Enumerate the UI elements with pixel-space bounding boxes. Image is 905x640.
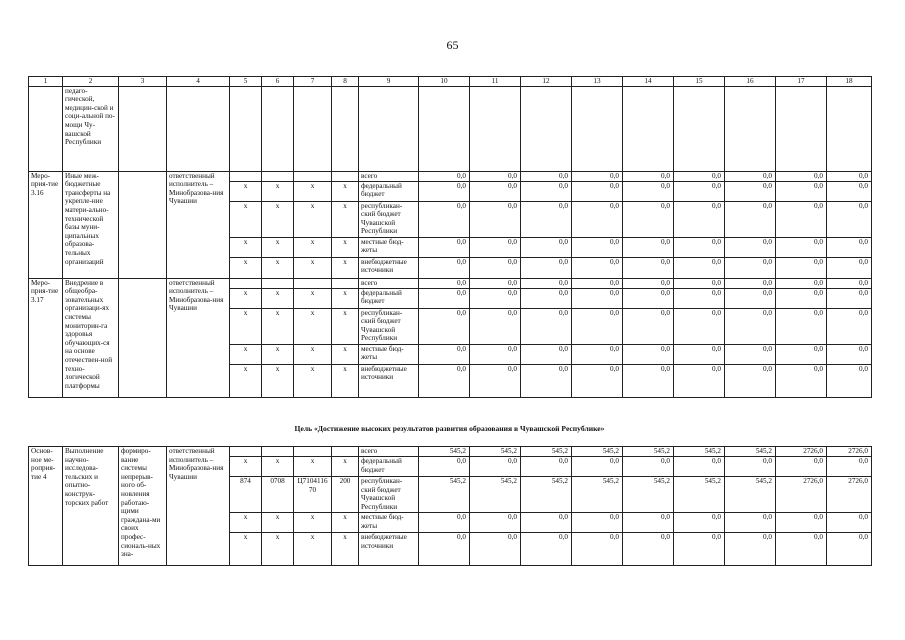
column-number: 3 [119,77,167,87]
funding-value: 0,0 [470,171,521,181]
program-table [28,76,872,398]
funding-value: 0,0 [674,308,725,344]
budget-code-cell: x [230,257,262,278]
funding-value: 545,2 [674,477,725,513]
budget-code-cell: x [332,533,359,566]
funding-value: 0,0 [623,513,674,533]
funding-value: 0,0 [827,257,872,278]
funding-value: 0,0 [572,533,623,566]
funding-value: 0,0 [470,201,521,237]
table-row [29,86,872,171]
funding-value: 0,0 [470,308,521,344]
funding-value: 0,0 [725,308,776,344]
funding-value: 0,0 [419,278,470,288]
funding-value: 0,0 [470,278,521,288]
budget-code-cell [294,278,332,288]
budget-code-cell [262,278,294,288]
funding-value: 0,0 [470,457,521,477]
funding-value: 0,0 [419,181,470,201]
funding-value: 0,0 [623,288,674,308]
funding-value: 0,0 [572,171,623,181]
funding-value: 0,0 [521,513,572,533]
funding-value: 0,0 [776,533,827,566]
funding-value: 0,0 [521,278,572,288]
measure-id: Меро-прия-тие 3.16 [29,171,63,278]
funding-value: 0,0 [725,533,776,566]
budget-code-cell: x [294,457,332,477]
column-number: 7 [294,77,332,87]
funding-value: 0,0 [419,288,470,308]
funding-value: 0,0 [725,364,776,397]
column-number: 17 [776,77,827,87]
funding-value: 0,0 [776,257,827,278]
funding-source: федеральный бюджет [359,288,419,308]
funding-value: 0,0 [572,457,623,477]
funding-value: 545,2 [572,447,623,457]
funding-value: 0,0 [776,278,827,288]
funding-value: 0,0 [725,288,776,308]
funding-value: 0,0 [827,533,872,566]
budget-code-cell [294,447,332,457]
column-number: 12 [521,77,572,87]
funding-value: 0,0 [776,308,827,344]
budget-code-cell [332,278,359,288]
column-number-row [29,77,872,87]
budget-code-cell: x [294,364,332,397]
budget-code-cell: x [294,181,332,201]
funding-value: 0,0 [827,181,872,201]
responsible-executor: ответственный исполнитель – Минобразова-ния Чувашии [167,447,230,566]
column-number: 11 [470,77,521,87]
responsible-executor: ответственный исполнитель – Минобразова-ния Чувашии [167,278,230,397]
budget-code-cell: x [230,533,262,566]
budget-code-cell: 0708 [262,477,294,513]
column-number: 9 [359,77,419,87]
funding-value: 545,2 [470,477,521,513]
column-number: 15 [674,77,725,87]
funding-value: 0,0 [419,201,470,237]
column-number: 2 [63,77,119,87]
funding-value: 0,0 [470,237,521,257]
measure-name: Внедрение в общеобра-зовательных организаци-ях системы мониторин-га здоровья обучающих-ся на основе отечествен-ной техно-логической платформы [63,278,119,397]
funding-value: 0,0 [827,201,872,237]
budget-code-cell [262,447,294,457]
budget-code-cell: x [230,237,262,257]
column-number: 1 [29,77,63,87]
budget-code-cell: x [294,344,332,364]
measure-name: Выполнение научно-исследова-тельских и опытно-конструк-торских работ [63,447,119,566]
funding-value: 0,0 [776,181,827,201]
funding-value: 2726,0 [827,477,872,513]
funding-value: 0,0 [725,201,776,237]
funding-value: 0,0 [470,288,521,308]
funding-source: внебюджетные источники [359,533,419,566]
funding-source: всего [359,278,419,288]
funding-source: федеральный бюджет [359,457,419,477]
budget-code-cell: x [332,457,359,477]
funding-value: 0,0 [827,171,872,181]
funding-value: 0,0 [419,308,470,344]
funding-value: 0,0 [674,181,725,201]
funding-value: 0,0 [674,533,725,566]
funding-value: 0,0 [674,288,725,308]
funding-value: 0,0 [572,201,623,237]
budget-code-cell: x [294,237,332,257]
column-number: 10 [419,77,470,87]
funding-value: 0,0 [521,457,572,477]
funding-value: 0,0 [674,278,725,288]
budget-code-cell [332,447,359,457]
funding-source: всего [359,171,419,181]
funding-value: 0,0 [470,513,521,533]
funding-value: 0,0 [419,237,470,257]
budget-code-cell: x [294,533,332,566]
funding-value: 0,0 [776,288,827,308]
budget-code-cell: x [262,513,294,533]
funding-value: 0,0 [572,364,623,397]
responsible-executor: ответственный исполнитель – Минобразова-ния Чувашии [167,171,230,278]
budget-code-cell: x [332,201,359,237]
funding-value: 545,2 [521,447,572,457]
funding-value: 0,0 [419,364,470,397]
funding-value: 0,0 [419,344,470,364]
budget-code-cell: x [332,257,359,278]
budget-code-cell: x [332,308,359,344]
measure-result [119,171,167,278]
budget-code-cell: x [332,181,359,201]
measure-result [119,278,167,397]
funding-value: 0,0 [572,308,623,344]
funding-value: 0,0 [572,257,623,278]
budget-code-cell: x [294,288,332,308]
funding-value: 545,2 [521,477,572,513]
funding-value: 0,0 [521,257,572,278]
funding-source: внебюджетные источники [359,257,419,278]
budget-code-cell: x [262,201,294,237]
funding-value: 0,0 [725,344,776,364]
budget-code-cell: Ц710411670 [294,477,332,513]
funding-value: 0,0 [572,181,623,201]
funding-value: 0,0 [521,237,572,257]
funding-value: 0,0 [827,278,872,288]
budget-code-cell [230,447,262,457]
funding-value: 0,0 [623,364,674,397]
measure-result: формиро-вание системы непрерыв-ного об-новления работаю-щими граждана-ми своих профес-сиональ-ных зна- [119,447,167,566]
budget-code-cell: x [230,201,262,237]
funding-value: 0,0 [419,171,470,181]
column-number: 14 [623,77,674,87]
measure-name: Иные меж-бюджетные трансферты на укрепле-ние матери-ально-технической базы муни-ципальных образова-тельных организаций [63,171,119,278]
column-number: 6 [262,77,294,87]
funding-value: 0,0 [419,533,470,566]
funding-value: 0,0 [521,344,572,364]
funding-source: местные бюд-жеты [359,513,419,533]
budget-code-cell: x [230,288,262,308]
budget-code-cell: x [332,237,359,257]
funding-value: 0,0 [521,181,572,201]
funding-value: 0,0 [674,201,725,237]
funding-value: 0,0 [521,364,572,397]
funding-source: республикан-ский бюджет Чувашской Республики [359,201,419,237]
budget-code-cell: x [230,344,262,364]
funding-value: 0,0 [623,308,674,344]
funding-value: 0,0 [725,237,776,257]
budget-code-cell [230,171,262,181]
funding-value: 0,0 [725,257,776,278]
funding-value: 0,0 [674,237,725,257]
page-number: 65 [446,38,459,52]
funding-value: 0,0 [776,344,827,364]
budget-code-cell: x [262,364,294,397]
funding-value: 545,2 [725,477,776,513]
funding-value: 0,0 [521,201,572,237]
budget-code-cell: x [230,364,262,397]
goal-heading: Цель «Достижение высоких результатов развития образования в Чувашской Республике» [294,424,605,433]
funding-value: 0,0 [776,513,827,533]
funding-value: 0,0 [725,181,776,201]
funding-value: 0,0 [725,171,776,181]
measure-id: Основ-ное ме-роприя-тие 4 [29,447,63,566]
funding-value: 545,2 [419,447,470,457]
funding-value: 0,0 [572,344,623,364]
column-number: 16 [725,77,776,87]
funding-value: 0,0 [827,237,872,257]
funding-value: 545,2 [674,447,725,457]
funding-value: 0,0 [674,344,725,364]
funding-value: 0,0 [623,201,674,237]
funding-value: 0,0 [827,513,872,533]
funding-value: 2726,0 [776,447,827,457]
budget-code-cell: x [294,257,332,278]
funding-value: 0,0 [827,364,872,397]
column-number: 18 [827,77,872,87]
funding-value: 2726,0 [776,477,827,513]
budget-code-cell: x [230,513,262,533]
funding-value: 0,0 [572,288,623,308]
funding-value: 0,0 [419,457,470,477]
funding-source: всего [359,447,419,457]
funding-source: внебюджетные источники [359,364,419,397]
funding-value: 545,2 [470,447,521,457]
budget-code-cell [294,171,332,181]
budget-code-cell: x [230,457,262,477]
budget-code-cell: x [262,288,294,308]
funding-value: 0,0 [776,237,827,257]
funding-value: 545,2 [725,447,776,457]
column-number: 13 [572,77,623,87]
continued-name: педаго-гической, медицин-ской и соци-альной по-мощи Чу-вашской Республики [63,86,119,171]
budget-code-cell: x [332,288,359,308]
funding-source: республикан-ский бюджет Чувашской Республики [359,477,419,513]
funding-value: 0,0 [827,308,872,344]
funding-value: 0,0 [776,171,827,181]
funding-value: 545,2 [419,477,470,513]
funding-value: 0,0 [521,171,572,181]
column-number: 4 [167,77,230,87]
funding-value: 0,0 [623,457,674,477]
budget-code-cell: x [230,181,262,201]
funding-value: 0,0 [725,278,776,288]
budget-code-cell: x [262,257,294,278]
funding-value: 545,2 [623,477,674,513]
funding-value: 0,0 [419,257,470,278]
budget-code-cell: x [294,201,332,237]
funding-value: 0,0 [521,308,572,344]
budget-code-cell: 874 [230,477,262,513]
budget-code-cell: x [262,181,294,201]
funding-value: 0,0 [725,457,776,477]
funding-value: 0,0 [827,288,872,308]
budget-code-cell: x [262,308,294,344]
funding-value: 0,0 [725,513,776,533]
funding-source: республикан-ский бюджет Чувашской Республики [359,308,419,344]
funding-value: 0,0 [674,457,725,477]
funding-value: 0,0 [776,457,827,477]
funding-value: 0,0 [827,457,872,477]
funding-source: местные бюд-жеты [359,344,419,364]
funding-value: 0,0 [674,364,725,397]
funding-value: 0,0 [674,171,725,181]
funding-value: 0,0 [827,344,872,364]
budget-code-cell: x [262,237,294,257]
budget-code-cell: x [332,513,359,533]
funding-value: 0,0 [521,533,572,566]
funding-value: 0,0 [623,171,674,181]
budget-code-cell [262,171,294,181]
funding-value: 0,0 [623,344,674,364]
funding-value: 0,0 [470,257,521,278]
table-row [29,278,872,288]
funding-value: 2726,0 [827,447,872,457]
budget-code-cell [332,171,359,181]
funding-value: 0,0 [470,181,521,201]
funding-value: 0,0 [470,533,521,566]
funding-value: 0,0 [521,288,572,308]
budget-code-cell: x [230,308,262,344]
budget-code-cell: x [262,533,294,566]
budget-code-cell: 200 [332,477,359,513]
column-number: 5 [230,77,262,87]
funding-value: 0,0 [674,257,725,278]
table-row [29,447,872,457]
funding-value: 0,0 [623,533,674,566]
funding-value: 0,0 [623,278,674,288]
budget-code-cell: x [332,364,359,397]
funding-value: 545,2 [623,447,674,457]
budget-code-cell: x [294,513,332,533]
column-number: 8 [332,77,359,87]
funding-value: 0,0 [776,364,827,397]
funding-value: 0,0 [419,513,470,533]
funding-value: 0,0 [623,237,674,257]
funding-value: 0,0 [572,237,623,257]
funding-value: 0,0 [674,513,725,533]
funding-source: федеральный бюджет [359,181,419,201]
funding-value: 0,0 [776,201,827,237]
budget-code-cell: x [332,344,359,364]
budget-code-cell: x [262,344,294,364]
funding-value: 0,0 [623,181,674,201]
measure-id: Меро-прия-тие 3.17 [29,278,63,397]
funding-value: 545,2 [572,477,623,513]
budget-code-cell [230,278,262,288]
funding-value: 0,0 [572,513,623,533]
goal-table [28,446,872,566]
budget-code-cell: x [294,308,332,344]
funding-value: 0,0 [470,364,521,397]
table-row [29,171,872,181]
funding-source: местные бюд-жеты [359,237,419,257]
funding-value: 0,0 [572,278,623,288]
funding-value: 0,0 [470,344,521,364]
funding-value: 0,0 [623,257,674,278]
budget-code-cell: x [262,457,294,477]
